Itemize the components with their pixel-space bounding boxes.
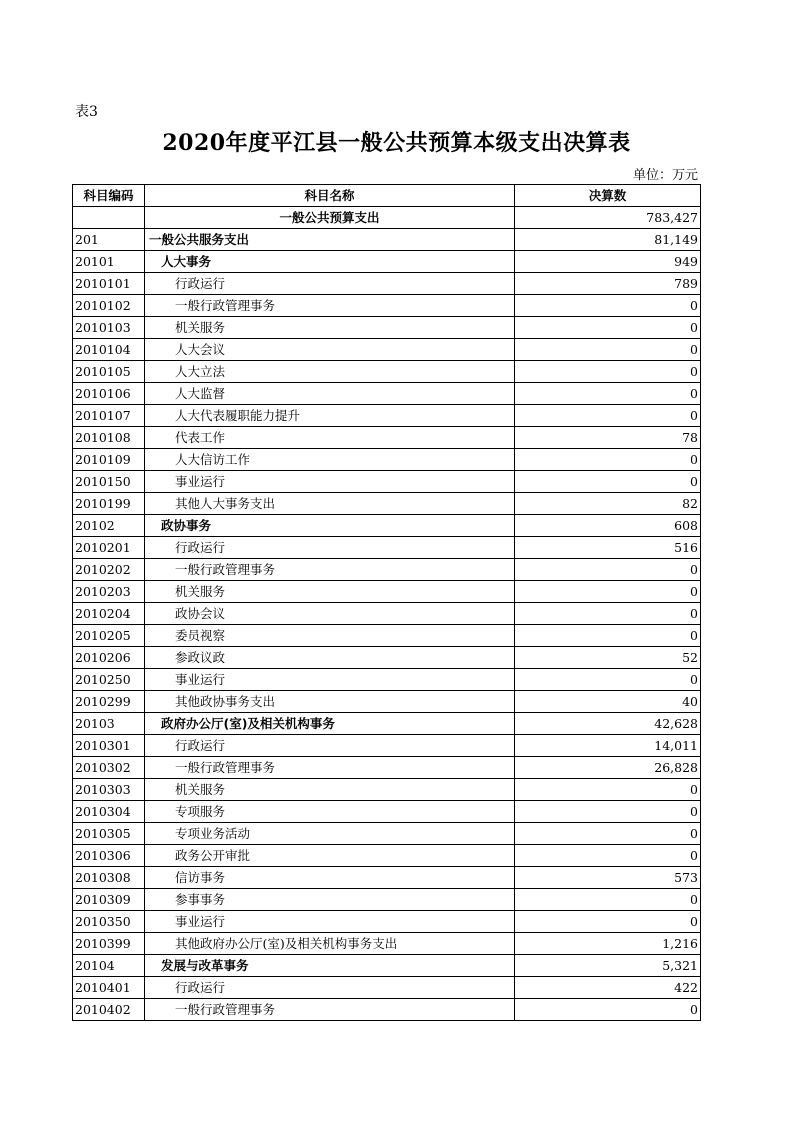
cell-code: 2010202 — [73, 559, 145, 581]
cell-value: 14,011 — [515, 735, 701, 757]
cell-value: 0 — [515, 339, 701, 361]
cell-name: 其他政协事务支出 — [145, 691, 515, 713]
cell-code: 2010108 — [73, 427, 145, 449]
cell-value: 0 — [515, 823, 701, 845]
cell-value: 81,149 — [515, 229, 701, 251]
table-row — [73, 405, 701, 427]
cell-value: 0 — [515, 471, 701, 493]
cell-name: 行政运行 — [145, 735, 515, 757]
cell-code: 2010305 — [73, 823, 145, 845]
cell-name: 参政议政 — [145, 647, 515, 669]
table-row — [73, 713, 701, 735]
table-row — [73, 471, 701, 493]
cell-name: 机关服务 — [145, 317, 515, 339]
cell-name: 机关服务 — [145, 779, 515, 801]
cell-value: 0 — [515, 603, 701, 625]
cell-code: 2010203 — [73, 581, 145, 603]
cell-name: 行政运行 — [145, 977, 515, 999]
table-row — [73, 933, 701, 955]
cell-value: 78 — [515, 427, 701, 449]
table-row — [73, 889, 701, 911]
cell-code: 2010107 — [73, 405, 145, 427]
cell-code: 2010350 — [73, 911, 145, 933]
cell-name: 一般行政管理事务 — [145, 559, 515, 581]
table-row — [73, 845, 701, 867]
cell-name: 政府办公厅(室)及相关机构事务 — [145, 713, 515, 735]
cell-name: 其他政府办公厅(室)及相关机构事务支出 — [145, 933, 515, 955]
cell-value: 0 — [515, 449, 701, 471]
cell-value: 949 — [515, 251, 701, 273]
cell-code: 2010399 — [73, 933, 145, 955]
cell-name: 参事事务 — [145, 889, 515, 911]
cell-value: 40 — [515, 691, 701, 713]
cell-name: 机关服务 — [145, 581, 515, 603]
table-row — [73, 911, 701, 933]
table-row — [73, 449, 701, 471]
header-name: 科目名称 — [145, 185, 515, 207]
cell-name: 事业运行 — [145, 471, 515, 493]
cell-name: 政务公开审批 — [145, 845, 515, 867]
cell-name: 一般行政管理事务 — [145, 999, 515, 1021]
cell-value: 0 — [515, 889, 701, 911]
cell-name: 人大监督 — [145, 383, 515, 405]
cell-value: 26,828 — [515, 757, 701, 779]
cell-name: 人大事务 — [145, 251, 515, 273]
cell-value: 5,321 — [515, 955, 701, 977]
cell-code: 20101 — [73, 251, 145, 273]
cell-code: 20104 — [73, 955, 145, 977]
cell-name: 行政运行 — [145, 273, 515, 295]
cell-value: 0 — [515, 405, 701, 427]
cell-code: 201 — [73, 229, 145, 251]
table-row — [73, 603, 701, 625]
cell-value: 573 — [515, 867, 701, 889]
table-row — [73, 735, 701, 757]
table-row — [73, 317, 701, 339]
table-row — [73, 273, 701, 295]
cell-code: 2010104 — [73, 339, 145, 361]
table-row — [73, 361, 701, 383]
cell-code: 2010101 — [73, 273, 145, 295]
cell-value: 0 — [515, 295, 701, 317]
cell-code: 2010309 — [73, 889, 145, 911]
page-title: 2020年度平江县一般公共预算本级支出决算表 — [162, 130, 631, 156]
cell-value: 783,427 — [515, 207, 701, 229]
cell-name: 专项业务活动 — [145, 823, 515, 845]
cell-code: 2010199 — [73, 493, 145, 515]
cell-name: 一般公共预算支出 — [145, 207, 515, 229]
table-body — [73, 207, 701, 1021]
cell-code: 2010402 — [73, 999, 145, 1021]
cell-code: 2010105 — [73, 361, 145, 383]
table-row — [73, 977, 701, 999]
cell-value: 0 — [515, 625, 701, 647]
cell-code: 2010306 — [73, 845, 145, 867]
cell-value: 82 — [515, 493, 701, 515]
table-row — [73, 823, 701, 845]
cell-code: 2010201 — [73, 537, 145, 559]
table-row — [73, 581, 701, 603]
table-row — [73, 295, 701, 317]
table-row — [73, 691, 701, 713]
cell-code — [73, 207, 145, 229]
cell-value: 1,216 — [515, 933, 701, 955]
cell-value: 516 — [515, 537, 701, 559]
cell-value: 0 — [515, 779, 701, 801]
cell-code: 2010301 — [73, 735, 145, 757]
cell-code: 2010109 — [73, 449, 145, 471]
cell-value: 0 — [515, 669, 701, 691]
table-row — [73, 625, 701, 647]
cell-value: 0 — [515, 559, 701, 581]
cell-code: 2010303 — [73, 779, 145, 801]
table-row — [73, 757, 701, 779]
cell-name: 其他人大事务支出 — [145, 493, 515, 515]
cell-name: 一般行政管理事务 — [145, 295, 515, 317]
table-row — [73, 251, 701, 273]
cell-code: 2010205 — [73, 625, 145, 647]
cell-name: 行政运行 — [145, 537, 515, 559]
unit-label: 单位：万元 — [632, 168, 698, 183]
cell-value: 608 — [515, 515, 701, 537]
cell-value: 0 — [515, 911, 701, 933]
cell-value: 52 — [515, 647, 701, 669]
table-row — [73, 999, 701, 1021]
cell-name: 信访事务 — [145, 867, 515, 889]
budget-table — [72, 184, 701, 1021]
cell-name: 事业运行 — [145, 669, 515, 691]
cell-value: 0 — [515, 581, 701, 603]
table-row — [73, 779, 701, 801]
cell-name: 发展与改革事务 — [145, 955, 515, 977]
cell-name: 政协会议 — [145, 603, 515, 625]
table-row — [73, 559, 701, 581]
cell-code: 20103 — [73, 713, 145, 735]
table-row — [73, 515, 701, 537]
table-row — [73, 207, 701, 229]
table-header-row — [73, 185, 701, 207]
table-row — [73, 427, 701, 449]
cell-value: 42,628 — [515, 713, 701, 735]
cell-code: 2010103 — [73, 317, 145, 339]
table-row — [73, 229, 701, 251]
cell-name: 人大代表履职能力提升 — [145, 405, 515, 427]
table-row — [73, 339, 701, 361]
table-number-label: 表3 — [75, 104, 98, 120]
cell-code: 2010250 — [73, 669, 145, 691]
table-row — [73, 493, 701, 515]
table-row — [73, 669, 701, 691]
cell-value: 0 — [515, 361, 701, 383]
cell-name: 一般公共服务支出 — [145, 229, 515, 251]
table-row — [73, 383, 701, 405]
table-row — [73, 537, 701, 559]
cell-code: 20102 — [73, 515, 145, 537]
cell-name: 人大信访工作 — [145, 449, 515, 471]
cell-value: 422 — [515, 977, 701, 999]
cell-code: 2010302 — [73, 757, 145, 779]
cell-value: 789 — [515, 273, 701, 295]
cell-name: 人大立法 — [145, 361, 515, 383]
cell-code: 2010102 — [73, 295, 145, 317]
cell-value: 0 — [515, 845, 701, 867]
table-row — [73, 647, 701, 669]
cell-value: 0 — [515, 317, 701, 339]
cell-name: 代表工作 — [145, 427, 515, 449]
table-row — [73, 867, 701, 889]
header-value: 决算数 — [515, 185, 701, 207]
cell-code: 2010106 — [73, 383, 145, 405]
cell-code: 2010299 — [73, 691, 145, 713]
cell-name: 人大会议 — [145, 339, 515, 361]
cell-value: 0 — [515, 801, 701, 823]
table-row — [73, 955, 701, 977]
cell-code: 2010206 — [73, 647, 145, 669]
cell-code: 2010401 — [73, 977, 145, 999]
cell-name: 委员视察 — [145, 625, 515, 647]
cell-code: 2010150 — [73, 471, 145, 493]
cell-name: 专项服务 — [145, 801, 515, 823]
cell-value: 0 — [515, 999, 701, 1021]
cell-value: 0 — [515, 383, 701, 405]
cell-name: 政协事务 — [145, 515, 515, 537]
cell-code: 2010204 — [73, 603, 145, 625]
table-row — [73, 801, 701, 823]
cell-code: 2010304 — [73, 801, 145, 823]
header-code: 科目编码 — [73, 185, 145, 207]
cell-name: 事业运行 — [145, 911, 515, 933]
cell-name: 一般行政管理事务 — [145, 757, 515, 779]
cell-code: 2010308 — [73, 867, 145, 889]
